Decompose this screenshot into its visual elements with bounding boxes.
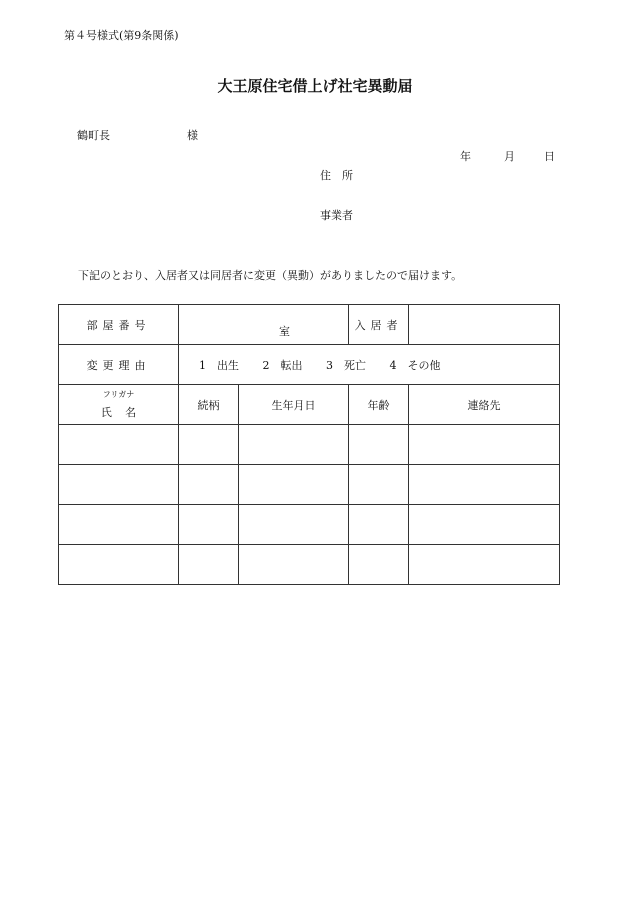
reason-birth[interactable]: 1 出生 [199,358,239,372]
room-row [59,305,560,345]
date-day: 日 [544,150,555,163]
reason-row [59,345,560,385]
contact-cell[interactable] [409,505,560,545]
contact-cell[interactable] [409,545,560,585]
contact-cell[interactable] [409,425,560,465]
room-number-label: 部屋番号 [59,305,179,345]
name-header [59,385,179,425]
table-row [59,425,560,465]
change-reason-label: 変更理由 [59,345,179,385]
relation-cell[interactable] [179,545,239,585]
address-label: 住 所 [320,169,353,182]
name-cell[interactable] [59,425,179,465]
birthdate-cell[interactable] [239,545,349,585]
furigana-label: フリガナ [102,390,135,399]
header-row [59,385,560,425]
age-cell[interactable] [349,545,409,585]
table-row [59,505,560,545]
date-month: 月 [504,150,515,163]
intro-text: 下記のとおり、入居者又は同居者に変更（異動）がありましたので届けます。 [78,269,463,282]
relation-cell[interactable] [179,505,239,545]
name-label: 氏名 [100,406,150,419]
reason-move-out[interactable]: 2 転出 [262,358,303,372]
addressee-honorific: 様 [187,129,198,142]
relation-cell[interactable] [179,425,239,465]
business-label: 事業者 [320,209,353,222]
date-line [460,148,555,164]
age-header: 年齢 [349,385,409,425]
table-row [59,545,560,585]
table-row [59,465,560,505]
resident-label: 入居者 [349,305,409,345]
form-number: 第４号様式(第9条関係) [64,29,179,42]
birthdate-cell[interactable] [239,425,349,465]
document-title: 大王原住宅借上げ社宅異動届 [217,77,413,95]
addressee-label: 鶴町長 [77,129,110,142]
contact-cell[interactable] [409,465,560,505]
resident-field[interactable] [409,305,560,345]
date-year: 年 [460,150,471,163]
age-cell[interactable] [349,425,409,465]
age-cell[interactable] [349,505,409,545]
name-cell[interactable] [59,505,179,545]
room-number-field[interactable] [179,305,349,345]
birthdate-cell[interactable] [239,505,349,545]
relation-header: 続柄 [179,385,239,425]
age-cell[interactable] [349,465,409,505]
change-notice-table [58,304,560,585]
reason-death[interactable]: 3 死亡 [326,358,366,372]
name-cell[interactable] [59,545,179,585]
change-reasons [179,345,560,385]
room-suffix: 室 [279,325,290,338]
contact-header: 連絡先 [409,385,560,425]
birthdate-cell[interactable] [239,465,349,505]
reason-other[interactable]: 4 その他 [389,358,441,372]
birthdate-header: 生年月日 [239,385,349,425]
relation-cell[interactable] [179,465,239,505]
name-cell[interactable] [59,465,179,505]
